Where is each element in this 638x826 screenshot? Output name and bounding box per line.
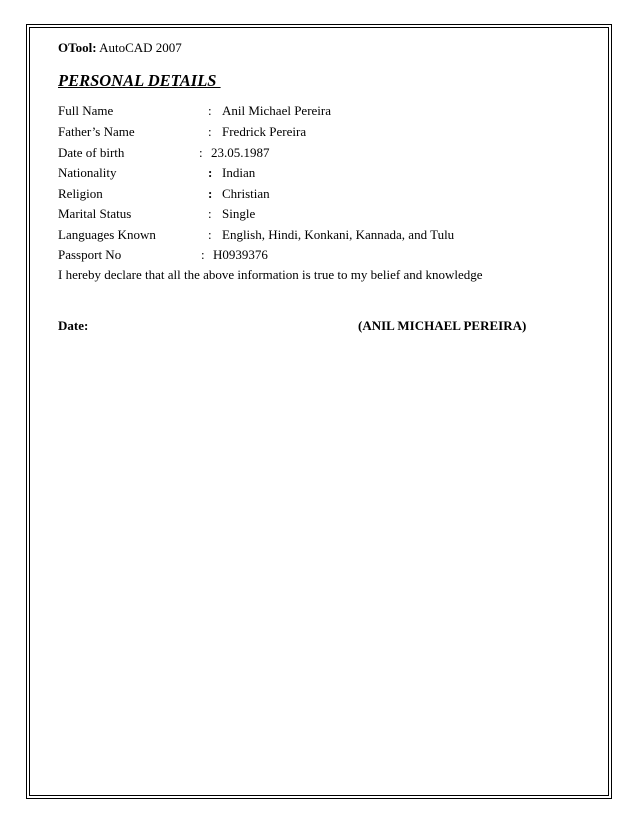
detail-value: English, Hindi, Konkani, Kannada, and Tulu	[222, 227, 455, 242]
detail-label: Religion	[58, 186, 103, 201]
detail-value: Anil Michael Pereira	[222, 103, 332, 118]
detail-colon: :	[208, 186, 213, 201]
detail-label: Full Name	[58, 103, 114, 118]
detail-label: Passport No	[58, 247, 122, 262]
detail-value: Single	[222, 206, 256, 221]
detail-label: Father’s Name	[58, 124, 135, 139]
signature-name: (ANIL MICHAEL PEREIRA)	[358, 318, 527, 333]
declaration-text: I hereby declare that all the above information is true to my belief and knowledge	[58, 267, 483, 282]
detail-label: Date of birth	[58, 145, 125, 160]
tool-value: AutoCAD 2007	[99, 40, 182, 55]
detail-value: 23.05.1987	[211, 145, 270, 160]
section-title-personal-details: PERSONAL DETAILS	[58, 71, 221, 90]
detail-colon: :	[199, 145, 203, 160]
detail-colon: :	[208, 165, 213, 180]
tool-label: OTool:	[58, 40, 97, 55]
detail-label: Marital Status	[58, 206, 132, 221]
detail-colon: :	[208, 124, 212, 139]
detail-colon: :	[208, 227, 212, 242]
detail-label: Nationality	[58, 165, 117, 180]
detail-value: Christian	[222, 186, 270, 201]
page-border-inner	[29, 27, 609, 796]
detail-value: Fredrick Pereira	[222, 124, 307, 139]
detail-value: H0939376	[213, 247, 268, 262]
tool-line	[58, 40, 182, 56]
detail-value: Indian	[222, 165, 256, 180]
detail-colon: :	[208, 103, 212, 118]
detail-colon: :	[201, 247, 205, 262]
detail-label: Languages Known	[58, 227, 156, 242]
date-label: Date:	[58, 318, 89, 333]
detail-colon: :	[208, 206, 212, 221]
